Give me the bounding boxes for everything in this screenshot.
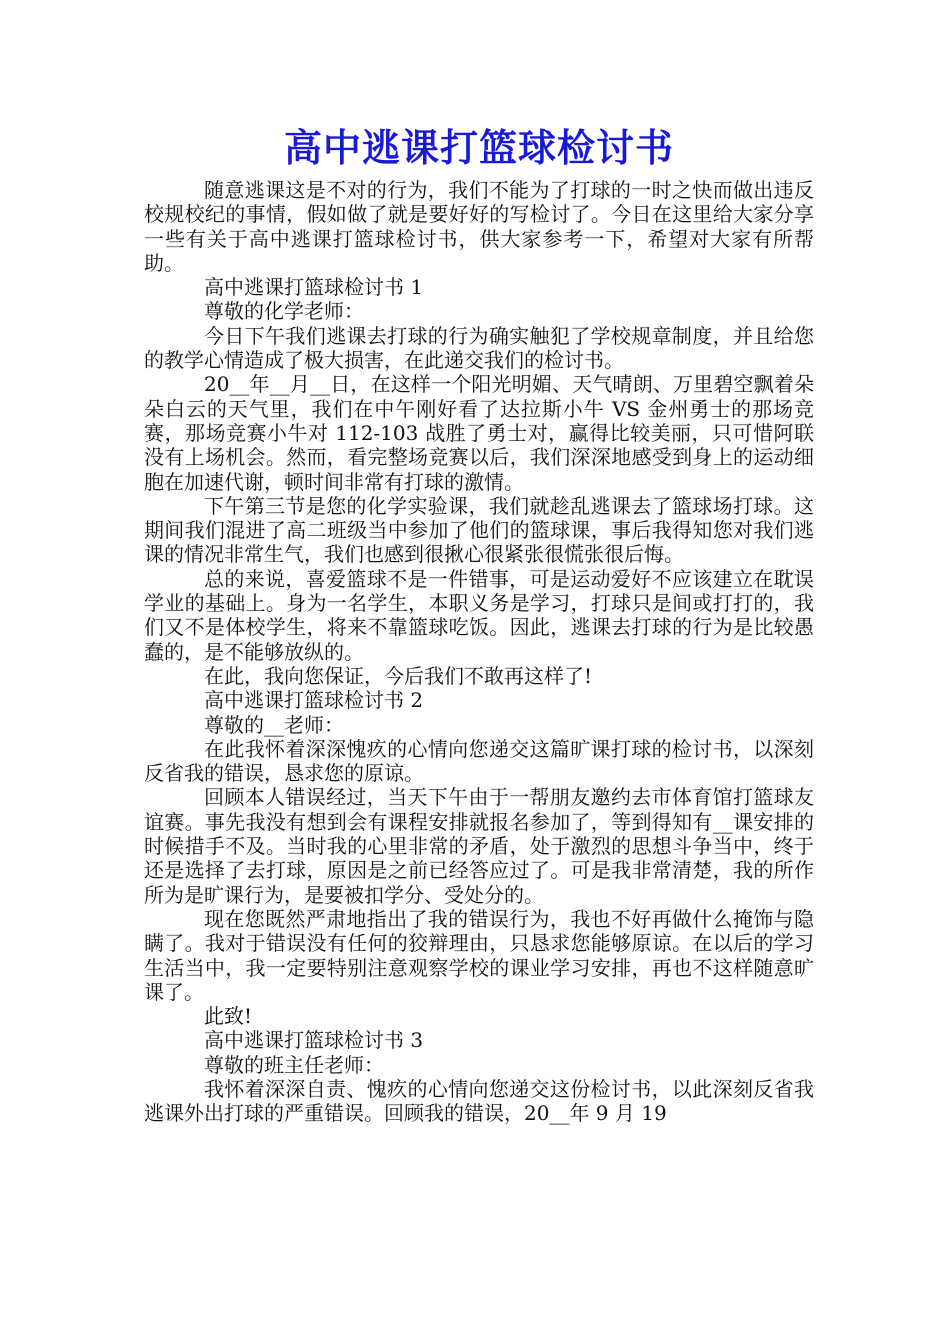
document-title: 高中逃课打篮球检讨书 <box>283 125 674 170</box>
body-paragraph: 在此我怀着深深愧疚的心情向您递交这篇旷课打球的检讨书，以深刻反省我的错误，恳求您的原谅。 <box>144 736 814 786</box>
section-heading-1: 高中逃课打篮球检讨书 1 <box>204 275 424 300</box>
document-body <box>144 178 814 1126</box>
body-paragraph: 20__年__月__日，在这样一个阳光明媚、天气晴朗、万里碧空飘着朵朵白云的天气里，我们在中午刚好看了达拉斯小牛 VS 金州勇士的那场竞赛，那场竞赛小牛对 112-103 战胜了勇士对，赢得比较美丽，只可惜阿联没有上场机会。然而，看完整场竞赛以后，我们深深地感受到身上的运动细胞在加速代谢，顿时间非常有打球的激情。 <box>144 372 814 494</box>
salutation-2: 尊敬的__老师： <box>204 712 344 737</box>
section-heading-2: 高中逃课打篮球检讨书 2 <box>204 688 424 713</box>
intro-paragraph: 随意逃课这是不对的行为，我们不能为了打球的一时之快而做出违反校规校纪的事情，假如做了就是要好好的写检讨了。今日在这里给大家分享一些有关于高中逃课打篮球检讨书，供大家参考一下，希望对大家有所帮助。 <box>144 178 814 275</box>
body-paragraph: 回顾本人错误经过，当天下午由于一帮朋友邀约去市体育馆打篮球友谊赛。事先我没有想到会有课程安排就报名参加了，等到得知有__课安排的时候措手不及。当时我的心里非常的矛盾，处于激烈的思想斗争当中，终于还是选择了去打球，原因是之前已经答应过了。可是我非常清楚，我的所作所为是旷课行为，是要被扣学分、受处分的。 <box>144 785 814 907</box>
body-paragraph: 我怀着深深自责、愧疚的心情向您递交这份检讨书，以此深刻反省我逃课外出打球的严重错误。回顾我的错误，20__年 9 月 19 <box>144 1076 814 1126</box>
salutation-3: 尊敬的班主任老师： <box>204 1052 384 1077</box>
body-paragraph: 现在您既然严肃地指出了我的错误行为，我也不好再做什么掩饰与隐瞒了。我对于错误没有任何的狡辩理由，只恳求您能够原谅。在以后的学习生活当中，我一定要特别注意观察学校的课业学习安排，再也不这样随意旷课了。 <box>144 906 814 1004</box>
closing-line: 此致! <box>204 1004 253 1029</box>
document-page <box>144 118 814 1126</box>
section-heading-3: 高中逃课打篮球检讨书 3 <box>204 1028 424 1053</box>
body-paragraph: 下午第三节是您的化学实验课，我们就趁乱逃课去了篮球场打球。这期间我们混进了高二班级当中参加了他们的篮球课，事后我得知您对我们逃课的情况非常生气，我们也感到很揪心很紧张很慌张很后悔。 <box>144 493 814 567</box>
body-paragraph: 今日下午我们逃课去打球的行为确实触犯了学校规章制度，并且给您的教学心情造成了极大损害，在此递交我们的检讨书。 <box>144 323 814 373</box>
salutation-1: 尊敬的化学老师： <box>204 299 364 324</box>
body-paragraph: 在此，我向您保证，今后我们不敢再这样了! <box>204 663 593 688</box>
body-paragraph: 总的来说，喜爱篮球不是一件错事，可是运动爱好不应该建立在耽误学业的基础上。身为一名学生，本职义务是学习，打球只是间或打打的，我们又不是体校学生，将来不靠篮球吃饭。因此，逃课去打球的行为是比较愚蠢的，是不能够放纵的。 <box>144 566 814 664</box>
